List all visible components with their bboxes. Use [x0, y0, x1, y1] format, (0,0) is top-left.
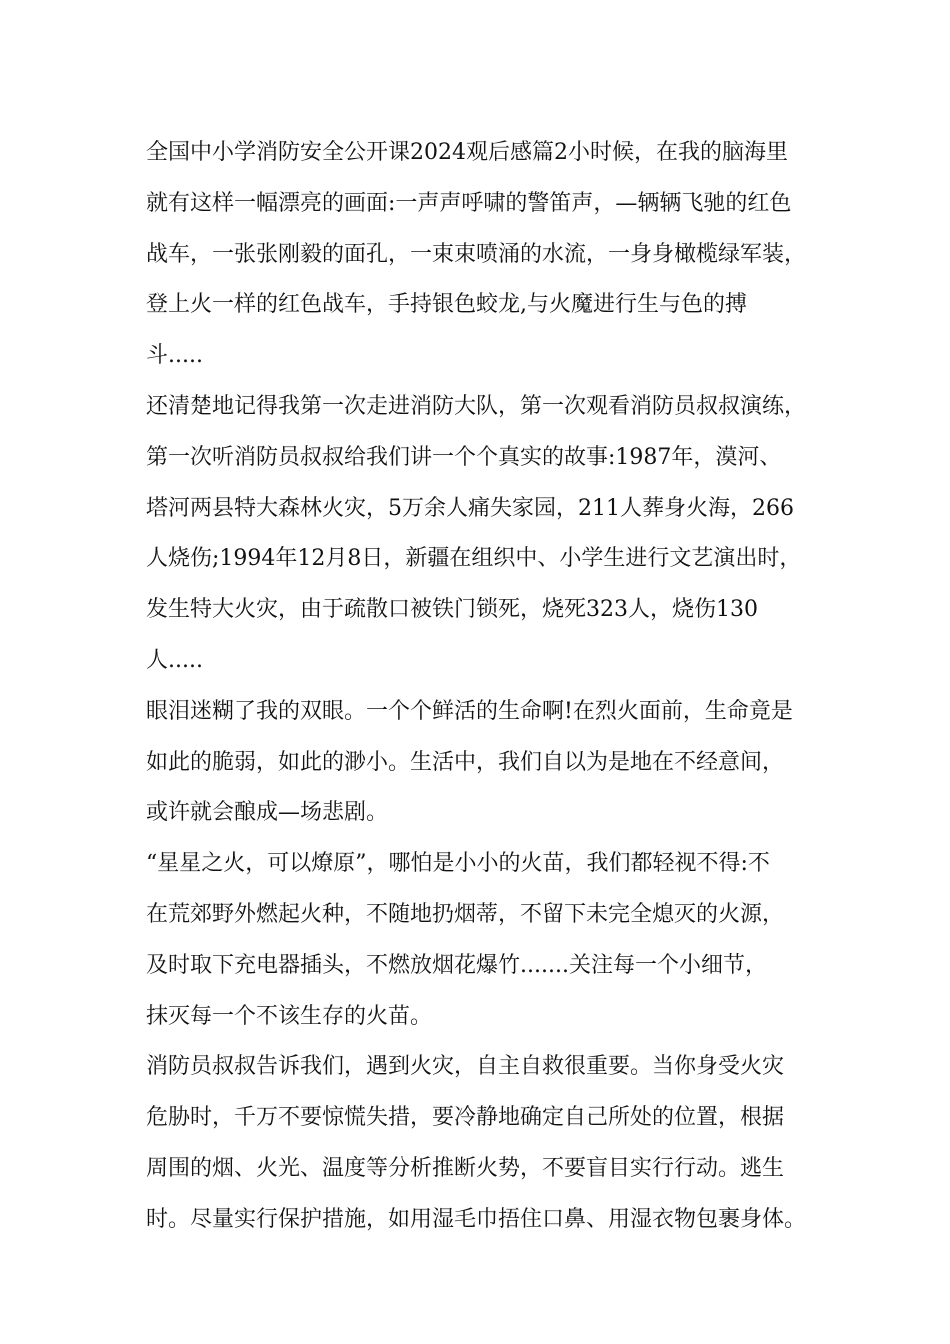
- text-line: 发生特大火灾，由于疏散口被铁门锁死，烧死323人，烧伤130: [146, 597, 758, 623]
- text-line: 在荒郊野外燃起火种，不随地扔烟蒂，不留下未完全熄灭的火源，: [146, 901, 785, 927]
- text-line: 还清楚地记得我第一次走进消防大队，第一次观看消防员叔叔演练，: [146, 393, 807, 419]
- text-line: 第一次听消防员叔叔给我们讲一个个真实的故事:1987年，漠河、: [146, 444, 782, 470]
- text-line: 人.....: [146, 647, 203, 673]
- text-line: 抹灭每一个不该生存的火苗。: [146, 1003, 433, 1029]
- text-line: 时。尽量实行保护措施，如用湿毛巾捂住口鼻、用湿衣物包裹身体。: [146, 1206, 807, 1232]
- text-line: 登上火一样的红色战车，手持银色蛟龙,与火魔进行生与色的搏: [146, 292, 747, 318]
- text-line: 及时取下充电器插头，不燃放烟花爆竹.......关注每一个小细节，: [146, 952, 767, 978]
- text-line: 眼泪迷糊了我的双眼。一个个鲜活的生命啊!在烈火面前，生命竟是: [146, 698, 793, 724]
- text-line: 周围的烟、火光、温度等分析推断火势，不要盲目实行行动。逃生: [146, 1155, 785, 1181]
- text-line: 战车，一张张刚毅的面孔，一束束喷涌的水流，一身身橄榄绿军装，: [146, 241, 807, 267]
- text-line: 消防员叔叔告诉我们，遇到火灾，自主自救很重要。当你身受火灾: [146, 1054, 785, 1080]
- text-line: 斗.....: [146, 343, 203, 369]
- text-line: 全国中小学消防安全公开课2024观后感篇2小时候，在我的脑海里: [146, 140, 788, 165]
- text-line: 危胁时，千万不要惊慌失措，要冷静地确定自己所处的位置，根据: [146, 1105, 785, 1131]
- text-line: 就有这样一幅漂亮的画面:一声声呼啸的警笛声，—辆辆飞驰的红色: [146, 190, 792, 216]
- text-line: “星星之火，可以燎原”，哪怕是小小的火苗，我们都轻视不得:不: [146, 851, 770, 877]
- text-line: 人烧伤;1994年12月8日，新疆在组织中、小学生进行文艺演出时，: [146, 546, 802, 572]
- text-line: 如此的脆弱，如此的渺小。生活中，我们自以为是地在不经意间，: [146, 749, 785, 775]
- text-line: 塔河两县特大森林火灾，5万余人痛失家园，211人葬身火海，266: [146, 495, 794, 521]
- text-line: 或许就会酿成—场悲剧。: [146, 800, 389, 826]
- document-body: [146, 128, 826, 1246]
